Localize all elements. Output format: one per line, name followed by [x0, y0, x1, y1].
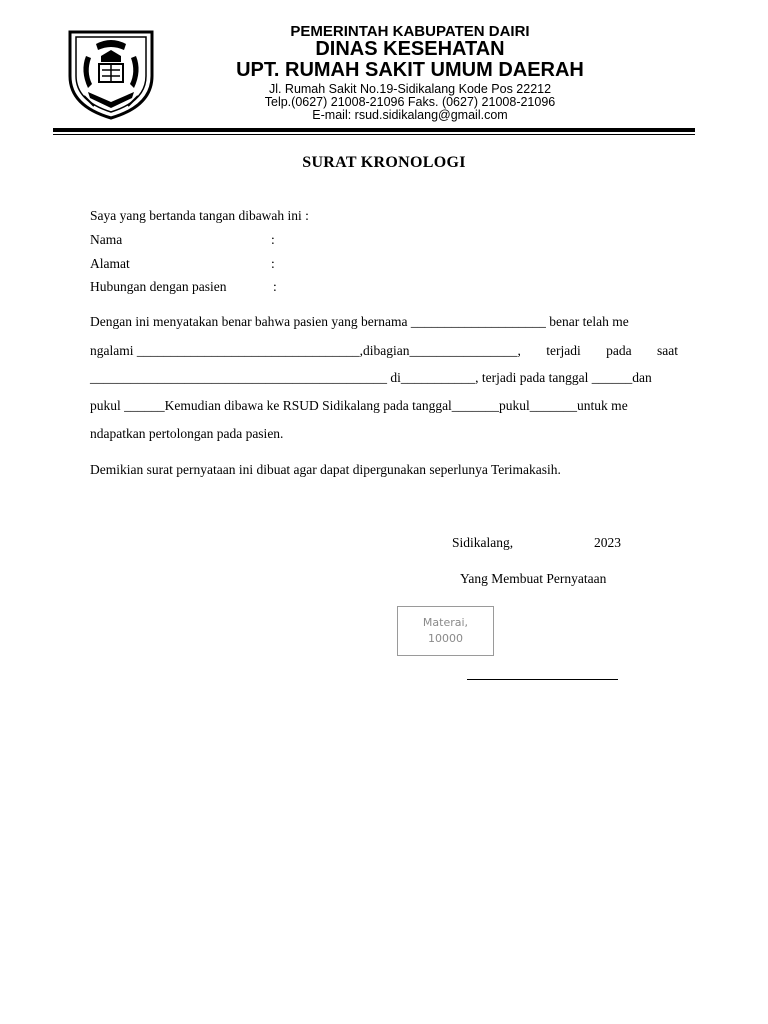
stamp-duty-box: [397, 606, 494, 656]
signer-label: Yang Membuat Pernyataan: [460, 571, 607, 586]
paragraph-line-3-text: ____________________________________________ di___________, terjadi pada tanggal ______dan: [90, 370, 652, 385]
letterhead-thick-rule: [53, 128, 695, 132]
letterhead-department: DINAS KESEHATAN: [315, 38, 505, 60]
letterhead-hospital: UPT. RUMAH SAKIT UMUM DAERAH: [236, 59, 584, 81]
paragraph-line-4: [90, 398, 678, 414]
paragraph-line-5: ndapatkan pertolongan pada pasien.: [90, 426, 284, 441]
field-colon-nama: :: [271, 232, 275, 247]
paragraph-line-2-part-2: terjadi: [546, 343, 581, 358]
field-colon-alamat: :: [271, 256, 275, 271]
signature-year: 2023: [594, 535, 621, 550]
closing-text: Demikian surat pernyataan ini dibuat agar dapat dipergunakan seperlunya Terimakasih.: [90, 462, 561, 477]
stamp-duty-label: Materai,: [422, 616, 469, 629]
paragraph-line-4-text: pukul ______Kemudian dibawa ke RSUD Sidikalang pada tanggal_______pukul_______untuk me: [90, 398, 628, 413]
letterhead-address: Jl. Rumah Sakit No.19-Sidikalang Kode Pos 22212: [268, 82, 552, 96]
paragraph-line-2-part-3: pada: [606, 343, 632, 358]
paragraph-line-2-part-4: saat: [657, 343, 678, 358]
letterhead-email: E-mail: rsud.sidikalang@gmail.com: [312, 108, 508, 122]
field-label-nama: Nama: [90, 232, 123, 247]
document-title: SURAT KRONOLOGI: [302, 154, 466, 171]
paragraph-line-3: [90, 370, 678, 386]
signature-place: Sidikalang,: [452, 535, 514, 550]
field-colon-hubungan: :: [273, 279, 277, 294]
signature-line: [467, 679, 618, 680]
stamp-duty-value: 10000: [428, 632, 463, 645]
paragraph-line-1: [90, 314, 678, 330]
intro-text: Saya yang bertanda tangan dibawah ini :: [90, 208, 309, 223]
paragraph-line-2: [90, 343, 678, 359]
paragraph-line-2-part-1: ngalami _________________________________,dibagian________________,: [90, 343, 521, 358]
letterhead-phone: Telp.(0627) 21008-21096 Faks. (0627) 21008-21096: [264, 95, 556, 109]
letterhead-thin-rule: [53, 134, 695, 135]
regency-emblem-logo: [66, 26, 156, 120]
paragraph-line-1-text: Dengan ini menyatakan benar bahwa pasien yang bernama ____________________ benar telah me: [90, 314, 629, 329]
field-label-hubungan: Hubungan dengan pasien: [90, 279, 227, 294]
field-label-alamat: Alamat: [90, 256, 130, 271]
letterhead-government: PEMERINTAH KABUPATEN DAIRI: [290, 23, 530, 40]
